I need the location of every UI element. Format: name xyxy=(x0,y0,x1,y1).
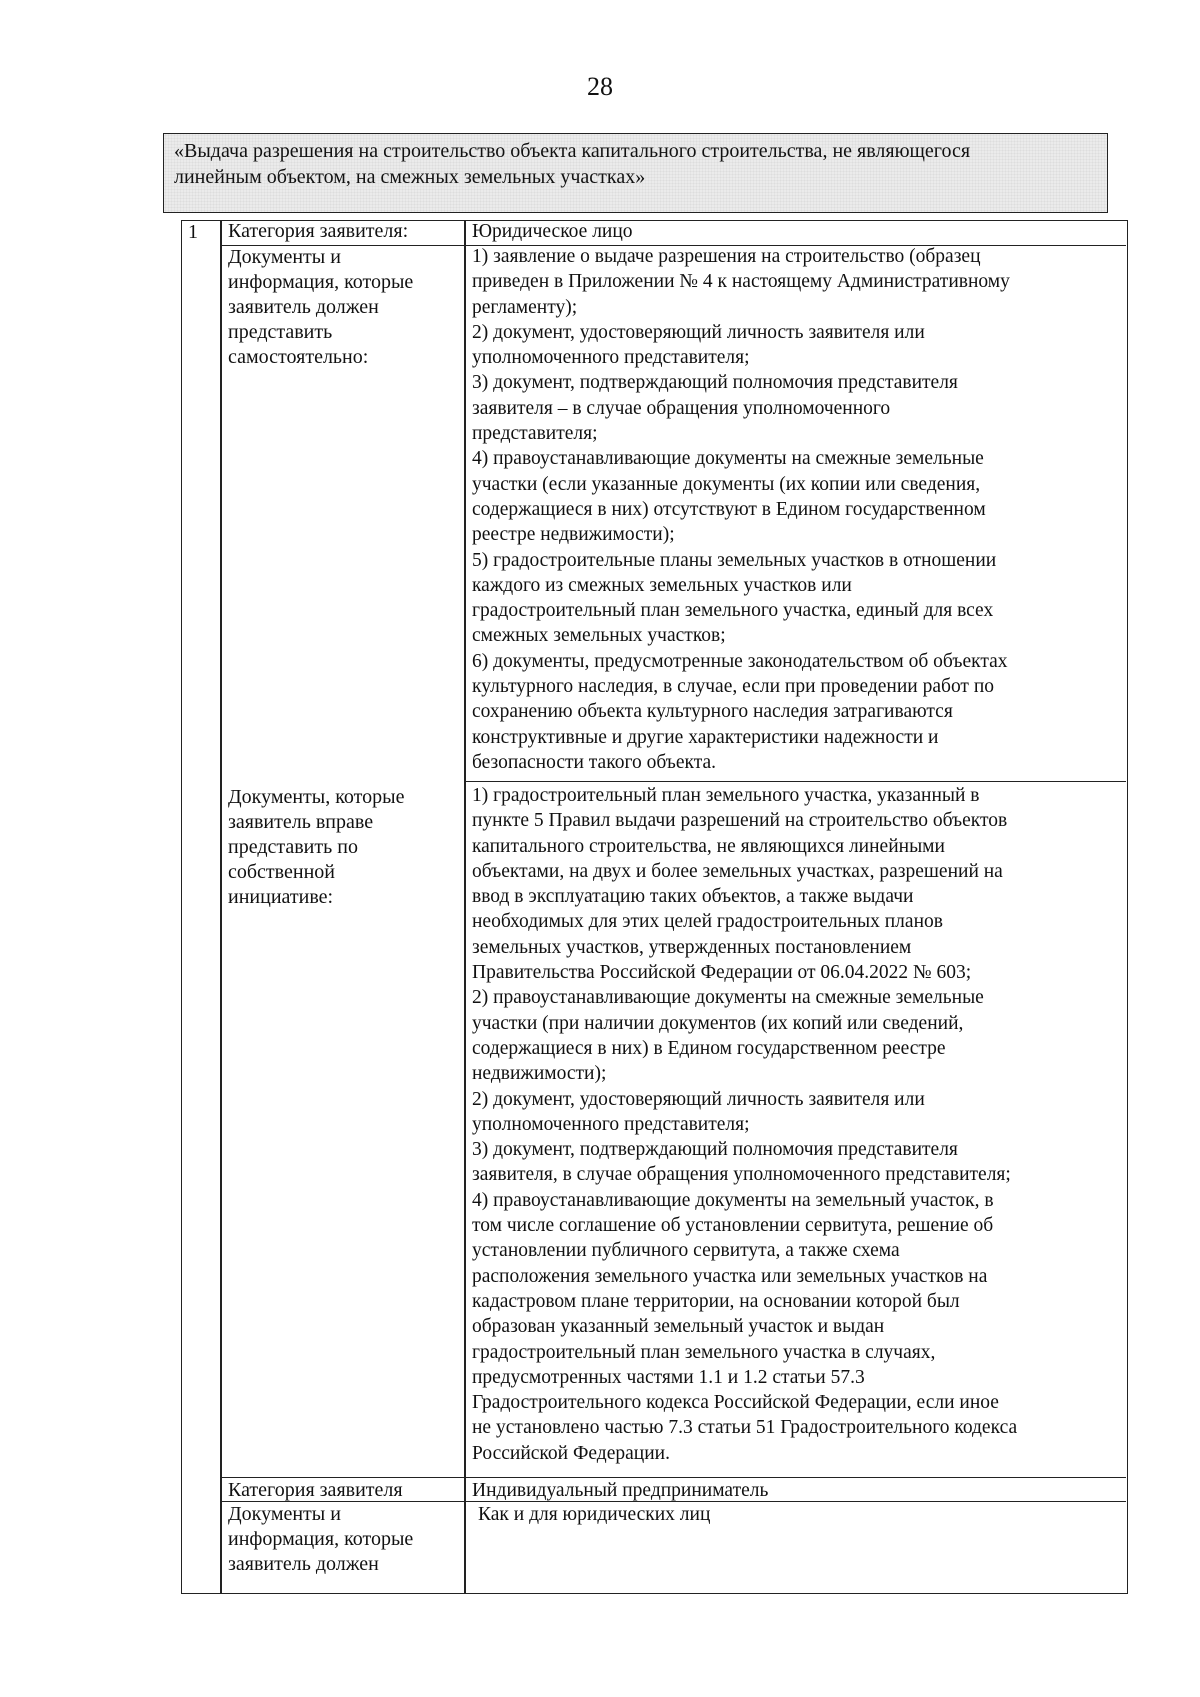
applicant-category-label-2: Категория заявителя xyxy=(228,1479,403,1501)
applicant-category-value: Юридическое лицо xyxy=(472,221,633,242)
applicant-category-label: Категория заявителя: xyxy=(228,220,409,242)
applicant-category-value-2: Индивидуальный предприниматель xyxy=(472,1480,769,1501)
column-divider-2 xyxy=(464,221,466,1593)
required-documents-label: Документы и информация, которые заявитель должен представить самостоятельно: xyxy=(228,246,414,368)
applicant-requirements-table xyxy=(181,220,1128,1594)
column-divider-1 xyxy=(220,221,222,1593)
required-documents-list: 1) заявление о выдаче разрешения на строительство (образец приведен в Приложении № 4 к настоящему Административному регламенту); 2) документ, удостоверяющий личность заявителя или уполномоченного представителя; 3) документ, подтверждающий полномочия представителя заявителя – в случае обращения уполномоченного представителя; 4) правоустанавливающие документы на смежные земельные участки (если указанные документы (их копии или сведения, содержащиеся в них) отсутствуют в Едином государственном реестре недвижимости); 5) градостроительные планы земельных участков в отношении каждого из смежных земельных участков или градостроительный план земельного участка, единый для всех смежных земельных участков; 6) документы, предусмотренные законодательством об объектах культурного наследия, в случае, если при проведении работ по сохранению объекта культурного наследия затрагиваются конструктивные и другие характеристики надежности и безопасности такого объекта. xyxy=(472,246,1010,773)
optional-documents-label: Документы, которые заявитель вправе представить по собственной инициативе: xyxy=(228,786,405,908)
row-number: 1 xyxy=(188,221,198,243)
required-documents-value-2: Как и для юридических лиц xyxy=(478,1504,711,1525)
required-documents-label-2: Документы и информация, которые заявитель должен xyxy=(228,1503,414,1575)
document-title-box: «Выдача разрешения на строительство объекта капитального строительства, не являющегося линейным объектом, на смежных земельных участках» xyxy=(163,133,1108,213)
optional-documents-list: 1) градостроительный план земельного участка, указанный в пункте 5 Правил выдачи разрешений на строительство объектов капитального строительства, не являющихся линейными объектами, на двух и более земельных участках, разрешений на ввод в эксплуатацию таких объектов, а также выдачи необходимых для этих целей градостроительных планов земельных участков, утвержденных постановлением Правительства Российской Федерации от 06.04.2022 № 603; 2) правоустанавливающие документы на смежные земельные участки (при наличии документов (их копий или сведений, содержащиеся в них) в Едином государственном реестре недвижимости); 2) документ, удостоверяющий личность заявителя или уполномоченного представителя; 3) документ, подтверждающий полномочия представителя заявителя, в случае обращения уполномоченного представителя; 4) правоустанавливающие документы на земельный участок, в том числе соглашение об установлении сервитута, решение об установлении публичного сервитута, а также схема расположения земельного участка или земельных участков на кадастровом плане территории, на основании которой был образован указанный земельный участок и выдан градостроительный план земельного участка в случаях, предусмотренных частями 1.1 и 1.2 статьи 57.3 Градостроительного кодекса Российской Федерации, если иное не установлено частью 7.3 статьи 51 Градостроительного кодекса Российской Федерации. xyxy=(472,785,1018,1464)
page-number: 28 xyxy=(587,72,613,101)
